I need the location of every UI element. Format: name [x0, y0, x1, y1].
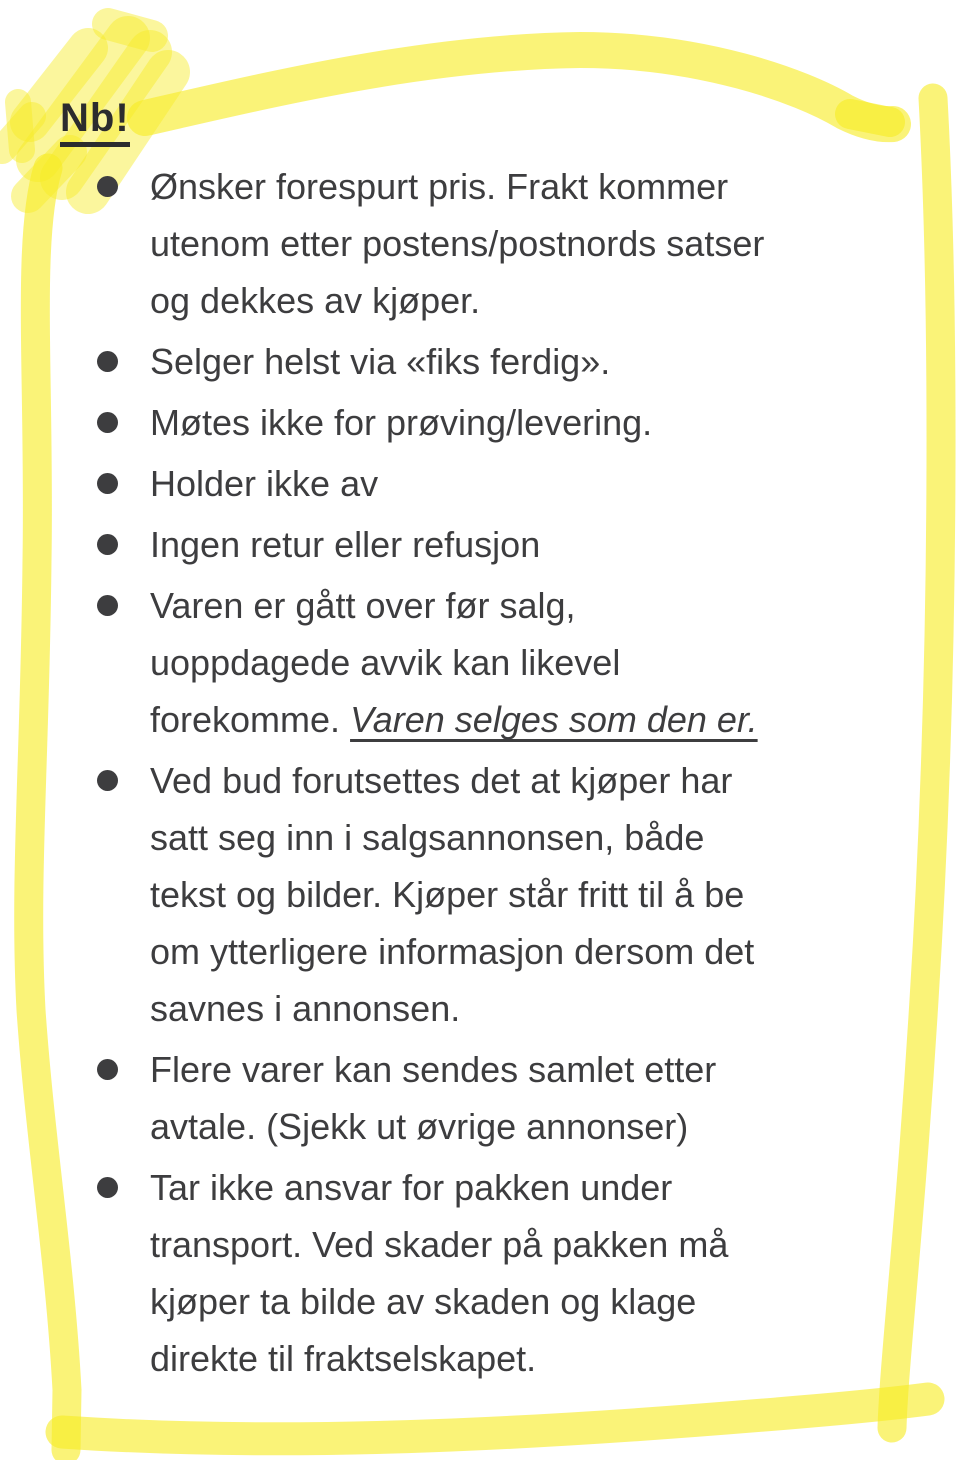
- bullet-icon: [97, 534, 118, 555]
- scribble-stroke: [18, 102, 22, 150]
- list-item-text: [150, 455, 378, 512]
- frame-top-stroke: [145, 50, 893, 124]
- frame-top-stroke-end-dab: [850, 114, 890, 122]
- bullet-icon: [97, 770, 118, 791]
- list-item: [97, 577, 897, 748]
- list-item: [97, 516, 897, 573]
- list-item-text: [150, 577, 758, 748]
- text-line: og dekkes av kjøper.: [150, 280, 481, 321]
- list-item-text: [150, 158, 764, 329]
- bullet-icon: [97, 1177, 118, 1198]
- list-item: [97, 455, 897, 512]
- frame-right-stroke: [892, 98, 941, 1428]
- text-line: savnes i annonsen.: [150, 988, 461, 1029]
- bullet-icon: [97, 412, 118, 433]
- text-line: tekst og bilder. Kjøper står fritt til å be: [150, 874, 745, 915]
- list-item-text: [150, 333, 610, 390]
- text-line: transport. Ved skader på pakken må: [150, 1224, 729, 1265]
- text-line: Møtes ikke for prøving/levering.: [150, 402, 653, 443]
- text-line: Holder ikke av: [150, 463, 379, 504]
- notes-list: [97, 158, 897, 1391]
- text-line: utenom etter postens/postnords satser: [150, 223, 765, 264]
- text-line: Tar ikke ansvar for pakken under: [150, 1167, 673, 1208]
- text-line: Varen er gått over før salg,: [150, 585, 576, 626]
- list-item-text: [150, 516, 540, 573]
- list-item-text: [150, 394, 652, 451]
- bullet-icon: [97, 595, 118, 616]
- text-line: Flere varer kan sendes samlet etter: [150, 1049, 717, 1090]
- list-item: [97, 394, 897, 451]
- bullet-icon: [97, 1059, 118, 1080]
- frame-left-stroke: [29, 168, 67, 1450]
- scribble-stroke: [108, 24, 152, 36]
- list-item: [97, 752, 897, 1037]
- bullet-icon: [97, 351, 118, 372]
- emphasized-text: Varen selges som den er.: [350, 699, 758, 740]
- list-item-text: [150, 752, 754, 1037]
- text-line: satt seg inn i salgsannonsen, både: [150, 817, 705, 858]
- bullet-icon: [97, 473, 118, 494]
- scribble-stroke: [28, 152, 70, 196]
- frame-bottom-stroke: [62, 1399, 928, 1439]
- list-item: [97, 158, 897, 329]
- text-line: uoppdagede avvik kan likevel: [150, 642, 621, 683]
- scribble-stroke: [2, 116, 32, 150]
- text-line: Selger helst via «fiks ferdig».: [150, 341, 611, 382]
- list-item: [97, 1041, 897, 1155]
- text-line: Ved bud forutsettes det at kjøper har: [150, 760, 733, 801]
- list-item-text: [150, 1159, 728, 1387]
- text-line: Ingen retur eller refusjon: [150, 524, 541, 565]
- list-item: [97, 1159, 897, 1387]
- list-item-text: [150, 1041, 716, 1155]
- text-line: kjøper ta bilde av skaden og klage: [150, 1281, 697, 1322]
- text-line: Ønsker forespurt pris. Frakt kommer: [150, 166, 729, 207]
- note-heading: Nb!: [60, 98, 130, 147]
- bullet-icon: [97, 176, 118, 197]
- text-line: forekomme. Varen selges som den er.: [150, 699, 758, 740]
- text-line: avtale. (Sjekk ut øvrige annonser): [150, 1106, 689, 1147]
- list-item: [97, 333, 897, 390]
- text-line: om ytterligere informasjon dersom det: [150, 931, 755, 972]
- text-line: direkte til fraktselskapet.: [150, 1338, 537, 1379]
